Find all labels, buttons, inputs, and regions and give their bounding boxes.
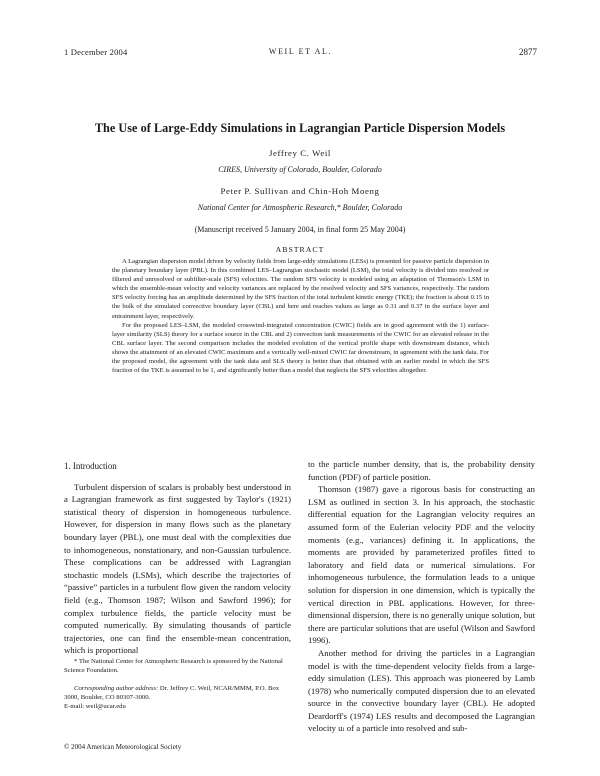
abstract-paragraph: A Lagrangian dispersion model driven by velocity fields from large-eddy simulations (LESs) is presented for passive particle dispersion in the planetary boundary layer (PBL). In this combined LES–Lagrangian stochastic model (LSM), the total velocity is divided into resolved or filtered and unresolved or subfilter-scale (SFS) velocities. The random SFS velocity is modeled using an adaptation of Thomson's LSM in which the ensemble-mean velocity and velocity variances are replaced by the resolved velocity and SFS variances, respectively. The random SFS velocity forcing has an amplitude determined by the SFS fraction of the total turbulent kinetic energy (TKE); the fraction is about 0.15 in the bulk of the simulated convective boundary layer (CBL) and here and reaches values as large as 0.31 and 0.37 in the surface layer and entrainment layer, respectively. bbox=[112, 258, 489, 320]
body-paragraph: Thomson (1987) gave a rigorous basis for constructing an LSM as outlined in section 3. In his approach, the stochastic differential equation for the Lagrangian velocity requires an assumed form of the Eulerian velocity PDF and the velocity moments (e.g., variances) defining it. In applications, the moments are provided by parameterized profiles fitted to laboratory and field data or numerical simulations. For inhomogeneous turbulence, the formulation leads to a unique solution for dispersion in one dimension, which is typically the vertical direction in PBL applications. However, for three-dimensional dispersion, there is no generally unique solution, but there are particular solutions that are useful (Wilson and Sawford 1996). bbox=[308, 484, 535, 646]
header-authors: WEIL ET AL. bbox=[268, 47, 333, 56]
affiliation-1: CIRES, University of Colorado, Boulder, Colorado bbox=[218, 165, 382, 174]
body-paragraph: Another method for driving the particles in a Lagrangian model is with the time-dependent velocity fields from a large-eddy simulation (LES). This approach was pioneered by Lamb (1978) who numerically computed dispersion due to an elevated source in the convective boundary layer (CBL). He adopted Deardorff's (1974) LES results and decomposed the Lagrangian velocity uₗ of a particle into resolved and sub- bbox=[308, 647, 535, 734]
header-page-number: 2877 bbox=[519, 47, 537, 57]
affiliation-2: National Center for Atmospheric Research,* Boulder, Colorado bbox=[197, 203, 403, 212]
header-date: 1 December 2004 bbox=[64, 47, 128, 57]
section-heading: 1. Introduction bbox=[64, 461, 117, 471]
body-paragraph: to the particle number density, that is, the probability density function (PDF) of particle position. bbox=[308, 459, 535, 482]
left-column bbox=[64, 460, 291, 657]
right-column bbox=[308, 458, 535, 735]
footnote-ncar: * The National Center for Atmospheric Research is sponsored by the National Science Foundation. bbox=[64, 658, 283, 674]
copyright-notice: © 2004 American Meteorological Society bbox=[64, 743, 182, 751]
running-header bbox=[64, 47, 537, 61]
paper-title: The Use of Large-Eddy Simulations in Lagrangian Particle Dispersion Models bbox=[94, 121, 506, 135]
body-paragraph: Turbulent dispersion of scalars is probably best understood in a Lagrangian framework as first suggested by Taylor's (1921) statistical theory of dispersion in homogeneous turbulence. However, for dispersion in many flows such as the planetary boundary layer (PBL), one must deal with the complexities due to inhomogeneous, nonstationary, and non-Gaussian turbulence. These complications can be addressed with Lagrangian stochastic models (LSMs), which describe the trajectories of “passive” particles in a turbulent flow given the random velocity field (e.g., Thomson 1987; Wilson and Sawford 1996); for complex turbulence fields, the particle velocity must be computed numerically. By simulating thousands of particle trajectories, one can find the ensemble-mean concentration, which is proportional bbox=[64, 481, 291, 656]
author-line-2: Peter P. Sullivan and Chin-Hoh Moeng bbox=[220, 186, 380, 196]
footnotes bbox=[64, 657, 291, 711]
author-line-1: Jeffrey C. Weil bbox=[269, 148, 331, 158]
abstract-heading: ABSTRACT bbox=[275, 245, 325, 254]
footnote-corresponding-author bbox=[64, 684, 291, 702]
manuscript-received: (Manuscript received 5 January 2004, in final form 25 May 2004) bbox=[194, 225, 406, 234]
footnote-email: E-mail: weil@ucar.edu bbox=[64, 703, 126, 710]
abstract-paragraph: For the proposed LES–LSM, the modeled crosswind-integrated concentration (CWIC) fields are in good agreement with the 1) surface-layer similarity (SLS) theory for a surface source in the CBL and 2) convection tank measurements of the CWIC for an elevated release in the CBL surface layer. The second comparison includes the modeled evolution of the vertical profile shape with downstream distance, which shows the attainment of an elevated CWIC maximum and a vertically well-mixed CWIC far downstream, in agreement with the tank data. For the proposed model, the agreement with the tank data and SLS theory is better than that obtained with an earlier model in which the SFS fraction of the TKE is assumed to be 1, and significantly better than a model that neglects the SFS velocities altogether. bbox=[112, 321, 489, 375]
abstract bbox=[112, 257, 489, 375]
corresponding-address: Dr. Jeffrey C. Weil, NCAR/MMM, P.O. Box 3000, Boulder, CO 80307-3000. bbox=[64, 685, 280, 701]
corresponding-label: Corresponding author address: bbox=[74, 685, 159, 692]
